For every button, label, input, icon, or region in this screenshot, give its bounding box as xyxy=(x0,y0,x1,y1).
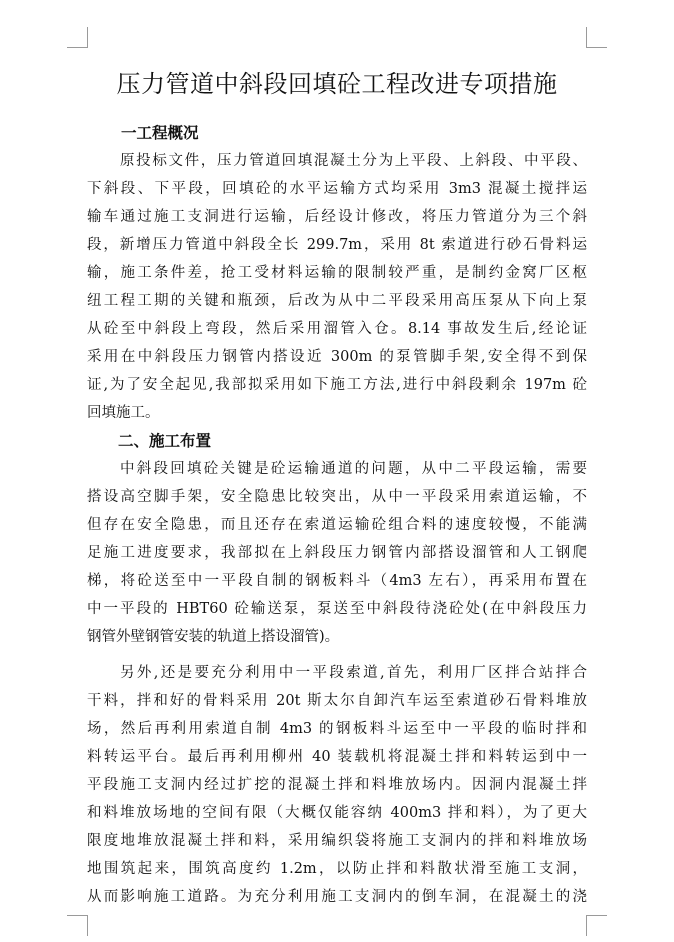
document-title: 压力管道中斜段回填砼工程改进专项措施 xyxy=(116,70,558,98)
text-line: 地围筑起来，围筑高度约 1.2m，以防止拌和料散状滑至施工支洞， xyxy=(87,861,587,877)
text-line: 料转运平台。最后再利用柳州 40 装载机将混凝土拌和料转运到中一 xyxy=(87,749,587,765)
text-line: 但存在安全隐患，而且还存在索道运输砼组合料的速度较慢，不能满 xyxy=(87,517,587,533)
text-line: 钢管外壁钢管安装的轨道上搭设溜管)。 xyxy=(87,629,340,645)
text-line: 限度地堆放混凝土拌和料，采用编织袋将施工支洞内的拌和料堆放场 xyxy=(87,833,587,849)
crop-mark-top-left xyxy=(67,27,88,48)
text-line: 另外,还是要充分利用中一平段索道,首先，利用厂区拌合站拌合 xyxy=(120,665,587,681)
document-body xyxy=(87,119,587,911)
text-line: 输，施工条件差，抢工受材料运输的限制较严重，是制约金窝厂区枢 xyxy=(87,265,587,281)
text-line: 平段施工支洞内经过扩挖的混凝土拌和料堆放场内。因洞内混凝土拌 xyxy=(87,777,587,793)
crop-mark-bottom-left xyxy=(67,915,88,936)
text-line: 梯，将砼送至中一平段自制的钢板料斗（4m3 左右），再采用布置在 xyxy=(87,573,587,589)
text-line: 中斜段回填砼关键是砼运输通道的问题，从中二平段运输，需要 xyxy=(120,461,587,477)
text-line: 输车通过施工支洞进行运输，后经设计修改，将压力管道分为三个斜 xyxy=(87,209,587,225)
section-heading-overview: 一工程概况 xyxy=(121,124,199,142)
text-line: 从砼至中斜段上弯段，然后采用溜管入仓。8.14 事故发生后,经论证 xyxy=(87,321,587,337)
text-line: 回填施工。 xyxy=(87,405,160,421)
text-line: 场，然后再利用索道自制 4m3 的钢板料斗运至中一平段的临时拌和 xyxy=(87,721,587,737)
text-line: 原投标文件，压力管道回填混凝土分为上平段、上斜段、中平段、 xyxy=(120,153,587,169)
text-line: 足施工进度要求，我部拟在上斜段压力钢管内部搭设溜管和人工钢爬 xyxy=(87,545,587,561)
text-line: 纽工程工期的关键和瓶颈，后改为从中二平段采用高压泵从下向上泵 xyxy=(87,293,587,309)
crop-mark-top-right xyxy=(586,27,607,48)
section-heading-layout: 二、施工布置 xyxy=(118,432,212,450)
text-line: 段，新增压力管道中斜段全长 299.7m，采用 8t 索道进行砂石骨料运 xyxy=(87,237,587,253)
text-line: 从而影响施工道路。为充分利用施工支洞内的倒车洞，在混凝土的浇 xyxy=(87,889,587,905)
paragraph-overview xyxy=(87,147,587,427)
paragraph-layout-1 xyxy=(87,455,587,651)
text-line: 证,为了安全起见,我部拟采用如下施工方法,进行中斜段剩余 197m 砼 xyxy=(87,377,587,393)
text-line: 和料堆放场地的空间有限（大概仅能容纳 400m3 拌和料），为了更大 xyxy=(87,805,587,821)
text-line: 中一平段的 HBT60 砼输送泵，泵送至中斜段待浇砼处(在中斜段压力 xyxy=(87,601,587,617)
text-line: 干料，拌和好的骨料采用 20t 斯太尔自卸汽车运至索道砂石骨料堆放 xyxy=(87,693,587,709)
text-line: 搭设高空脚手架，安全隐患比较突出，从中一平段采用索道运输，不 xyxy=(87,489,587,505)
paragraph-layout-2 xyxy=(87,659,587,911)
crop-mark-bottom-right xyxy=(586,915,607,936)
text-line: 采用在中斜段压力钢管内搭设近 300m 的泵管脚手架,安全得不到保 xyxy=(87,349,587,365)
text-line: 下斜段、下平段，回填砼的水平运输方式均采用 3m3 混凝土搅拌运 xyxy=(87,181,587,197)
